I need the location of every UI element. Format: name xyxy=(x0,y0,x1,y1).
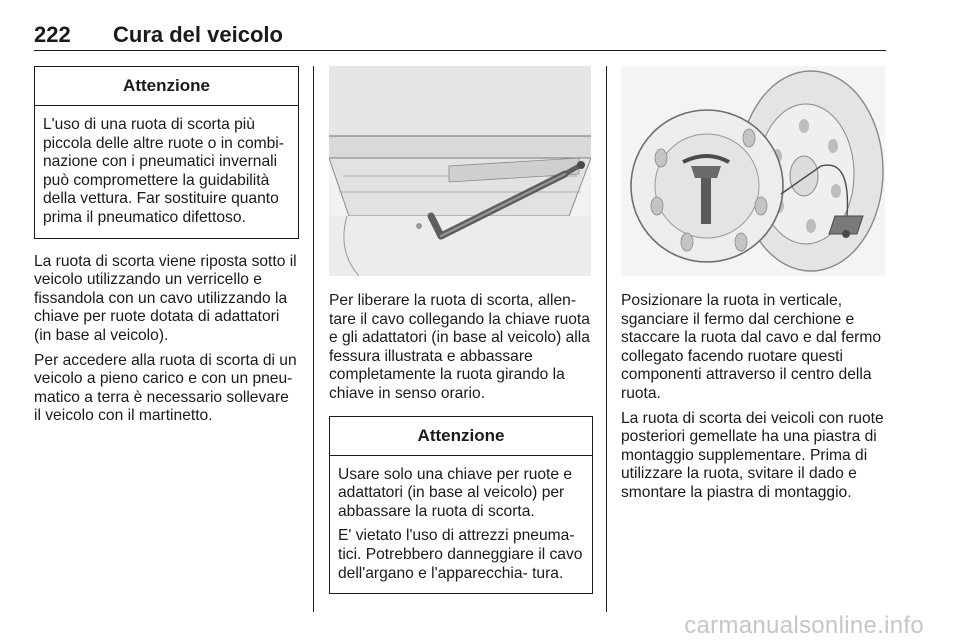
warning-text: E' vietato l'uso di attrezzi pneuma- tici. Potrebbero danneggiare il cavo dell'argano e l'apparecchia- tura. xyxy=(338,527,583,582)
page-number: 222 xyxy=(34,22,71,47)
warning-text: Usare solo una chiave per ruote e adattatori (in base al veicolo) per abbassare la ruota di scorta. xyxy=(338,465,573,520)
column-divider xyxy=(313,66,314,612)
body-paragraph: La ruota di scorta viene riposta sotto il veicolo utilizzando un verricello e fissandola con un cavo utilizzando la chiave per ruote dotata di adattatori (in base al veicolo). xyxy=(34,252,297,344)
body-paragraph: Per liberare la ruota di scorta, allen- tare il cavo collegando la chiave ruota e gli adattatori (in base al veicolo) alla fessura illustrata e abbassare completamente la ruota girando la chiave in senso orario. xyxy=(329,292,590,402)
wheel-wrench-illustration xyxy=(329,66,591,276)
warning-text: L'uso di una ruota di scorta più piccola delle altre ruote o in combi- nazione con i pneumatici invernali può compromettere la guidabilità della vettura. Far sostituire quanto prima il pneumatico difettoso. xyxy=(43,116,284,226)
page-header xyxy=(34,22,886,51)
warning-title: Attenzione xyxy=(35,67,298,106)
left-column xyxy=(34,66,299,432)
middle-column xyxy=(329,66,593,594)
body-paragraph: La ruota di scorta dei veicoli con ruote posteriori gemellate ha una piastra di montaggio supplementare. Prima di utilizzare la ruota, svitare il dado e smontare la piastra di montaggio. xyxy=(621,409,884,501)
warning-body xyxy=(330,456,592,594)
spare-wheel-illustration xyxy=(621,66,885,276)
warning-title: Attenzione xyxy=(330,417,592,456)
column-divider xyxy=(606,66,607,612)
warning-box xyxy=(34,66,299,239)
right-column xyxy=(621,66,887,509)
body-paragraph: Per accedere alla ruota di scorta di un veicolo a pieno carico e con un pneu- matico a terra è necessario sollevare il veicolo con il martinetto. xyxy=(34,351,297,425)
watermark: carmanualsonline.info xyxy=(684,612,924,639)
chapter-title: Cura del veicolo xyxy=(113,22,283,47)
body-paragraph: Posizionare la ruota in verticale, sganciare il fermo dal cerchione e staccare la ruota dal cavo e dal fermo collegato facendo ruotare questi componenti attraverso il centro della ruota. xyxy=(621,292,882,402)
warning-box xyxy=(329,416,593,595)
warning-body xyxy=(35,106,298,238)
